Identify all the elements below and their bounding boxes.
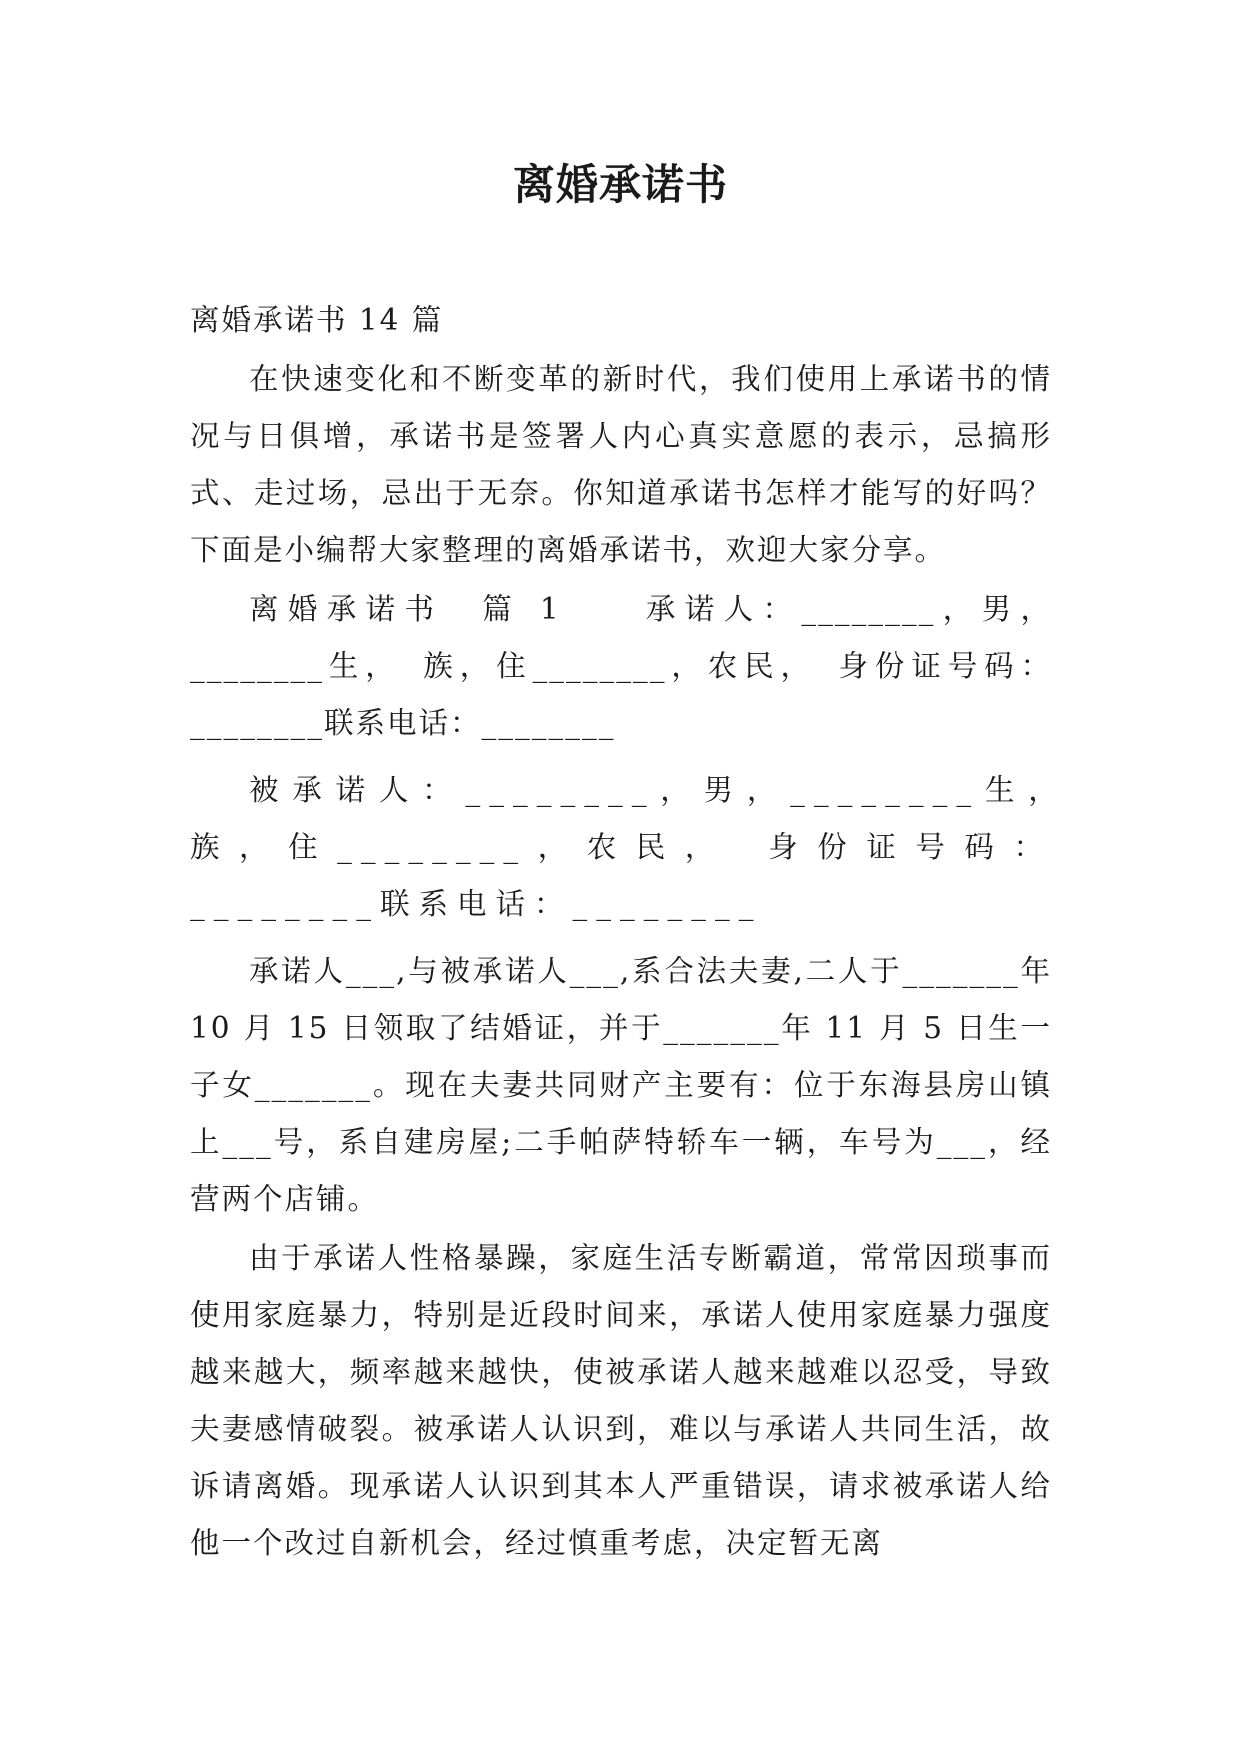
document-subtitle: 离婚承诺书 14 篇 — [190, 303, 444, 337]
document-body — [190, 292, 1091, 1572]
promisee-info-paragraph: 被承诺人：________，男，________生， 族，住________，农民， 身份证号码：________联系电话：________ — [190, 773, 1091, 921]
document-title: 离婚承诺书 — [512, 160, 728, 209]
intro-paragraph: 在快速变化和不断变革的新时代，我们使用上承诺书的情况与日俱增，承诺书是签署人内心真实意愿的表示，忌搞形式、走过场，忌出于无奈。你知道承诺书怎样才能写的好吗？下面是小编帮大家整理的离婚承诺书，欢迎大家分享。 — [190, 362, 1052, 567]
section-1-header: 离婚承诺书 篇 1 承诺人：________，男，________生， 族，住________，农民， 身份证号码：________联系电话：________ — [190, 592, 1052, 740]
marriage-paragraph: 承诺人___,与被承诺人___,系合法夫妻,二人于_______年 10 月 15 日领取了结婚证，并于_______年 11 月 5 日生一子女_______。现在夫妻共同财产主要有：位于东海县房山镇上___号，系自建房屋;二手帕萨特轿车一辆，车号为___，经营两个店铺。 — [190, 954, 1052, 1216]
reason-paragraph: 由于承诺人性格暴躁，家庭生活专断霸道，常常因琐事而使用家庭暴力，特别是近段时间来，承诺人使用家庭暴力强度越来越大，频率越来越快，使被承诺人越来越难以忍受，导致夫妻感情破裂。被承诺人认识到，难以与承诺人共同生活，故诉请离婚。现承诺人认识到其本人严重错误，请求被承诺人给他一个改过自新机会，经过慎重考虑，决定暂无离 — [190, 1241, 1052, 1560]
